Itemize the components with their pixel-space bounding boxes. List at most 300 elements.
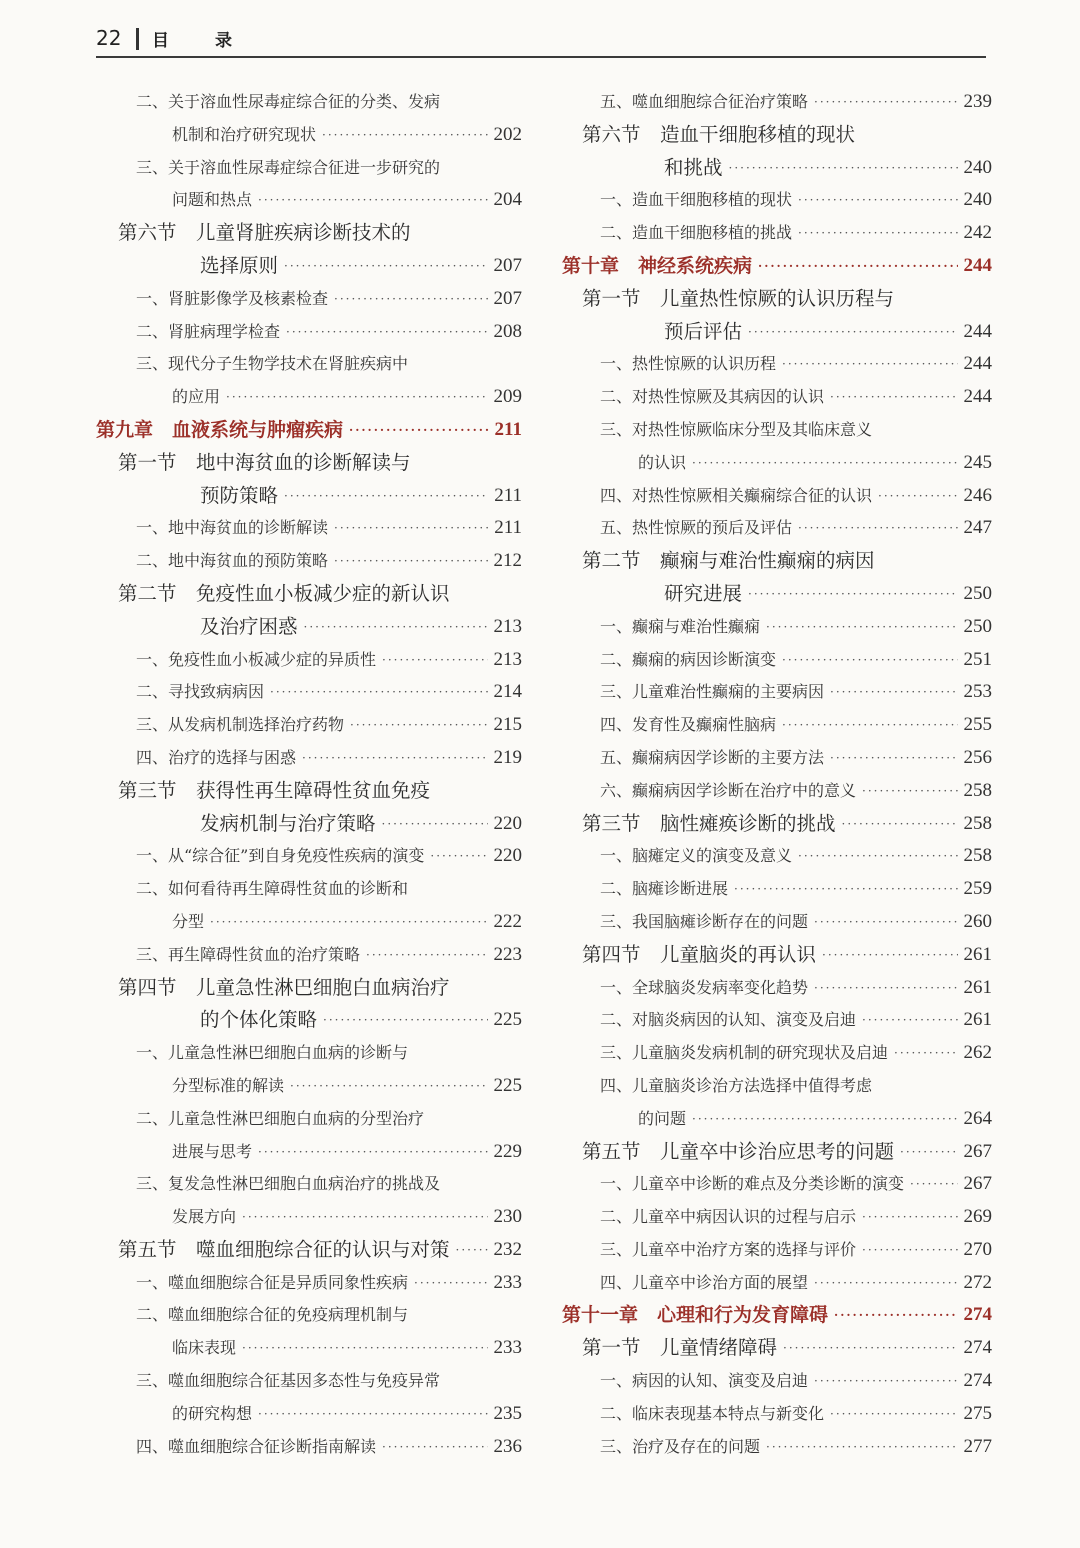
toc-page-number: 233 <box>493 1271 522 1293</box>
toc-page-number: 204 <box>493 189 522 211</box>
toc-page-number: 213 <box>493 615 522 637</box>
dot-leader <box>334 512 488 545</box>
toc-subsection-entry <box>562 1267 992 1300</box>
toc-page-number: 220 <box>493 845 522 867</box>
toc-page-number: 244 <box>963 254 992 276</box>
toc-entry-title: 的个体化策略 <box>200 1008 318 1032</box>
toc-entry-title: 三、对热性惊厥临床分型及其临床意义 <box>600 419 873 439</box>
toc-subsection-entry <box>562 1037 992 1070</box>
toc-subsection-entry <box>562 480 992 513</box>
toc-entry-title: 三、治疗及存在的问题 <box>600 1436 761 1456</box>
toc-page-number: 230 <box>493 1206 522 1228</box>
dot-leader <box>729 152 958 185</box>
toc-page-number: 219 <box>493 746 522 768</box>
dot-leader <box>798 840 957 873</box>
dot-leader <box>798 184 957 217</box>
toc-subsection-entry <box>96 86 522 119</box>
toc-section-entry <box>96 775 522 808</box>
toc-page-number: 277 <box>963 1435 992 1457</box>
dot-leader <box>814 906 957 939</box>
toc-section-entry <box>96 1004 522 1037</box>
toc-section-entry <box>562 283 992 316</box>
toc-subsection-entry <box>96 283 522 316</box>
toc-page-number: 211 <box>494 484 522 506</box>
dot-leader <box>284 250 487 283</box>
dot-leader <box>226 381 487 414</box>
toc-subsection-entry <box>562 1070 992 1103</box>
toc-subsection-entry <box>96 119 522 152</box>
toc-section-entry <box>562 578 992 611</box>
toc-page-number: 208 <box>493 320 522 342</box>
dot-leader <box>862 1201 957 1234</box>
toc-page-number: 240 <box>963 156 992 178</box>
dot-leader <box>814 972 957 1005</box>
toc-page-number: 213 <box>493 648 522 670</box>
toc-entry-title: 四、噬血细胞综合征诊断指南解读 <box>136 1436 377 1456</box>
toc-entry-title: 二、噬血细胞综合征的免疫病理机制与 <box>136 1305 409 1325</box>
toc-page-number: 261 <box>963 943 992 965</box>
toc-entry-title: 第十章 神经系统疾病 <box>562 254 753 277</box>
dot-leader <box>334 545 487 578</box>
toc-page-number: 259 <box>963 878 992 900</box>
toc-entry-title: 和挑战 <box>664 155 723 179</box>
toc-entry-title: 二、对脑炎病因的认知、演变及启迪 <box>600 1010 857 1030</box>
dot-leader <box>782 644 957 677</box>
toc-entry-title: 第三节 获得性再生障碍性贫血免疫 <box>118 778 431 802</box>
toc-page-number: 214 <box>493 681 522 703</box>
toc-entry-title: 四、对热性惊厥相关癫痫综合征的认识 <box>600 485 873 505</box>
toc-section-entry <box>96 578 522 611</box>
toc-section-entry <box>96 250 522 283</box>
toc-entry-title: 一、免疫性血小板减少症的异质性 <box>136 649 377 669</box>
toc-entry-title: 一、病因的认知、演变及启迪 <box>600 1371 809 1391</box>
toc-subsection-entry <box>96 906 522 939</box>
toc-subsection-entry <box>562 644 992 677</box>
dot-leader <box>766 611 957 644</box>
toc-page-number: 207 <box>493 254 522 276</box>
toc-page-number: 258 <box>963 845 992 867</box>
dot-leader <box>414 1267 487 1300</box>
toc-entry-title: 一、热性惊厥的认识历程 <box>600 354 777 374</box>
toc-entry-title: 的应用 <box>172 387 221 407</box>
toc-entry-title: 四、治疗的选择与困惑 <box>136 747 297 767</box>
toc-page-number: 245 <box>963 451 992 473</box>
toc-entry-title: 三、从发病机制选择治疗药物 <box>136 715 345 735</box>
toc-page-number: 264 <box>963 1107 992 1129</box>
toc-subsection-entry <box>96 1103 522 1136</box>
toc-entry-title: 第五节 儿童卒中诊治应思考的问题 <box>582 1139 895 1163</box>
toc-entry-title: 三、我国脑瘫诊断存在的问题 <box>600 911 809 931</box>
toc-subsection-entry <box>562 709 992 742</box>
dot-leader <box>814 1365 957 1398</box>
dot-leader <box>430 840 487 873</box>
toc-column-left <box>96 86 522 1463</box>
toc-page-number: 244 <box>963 353 992 375</box>
toc-page-number: 220 <box>493 812 522 834</box>
toc-page-number: 232 <box>493 1238 522 1260</box>
toc-page-number: 274 <box>963 1304 992 1326</box>
toc-subsection-entry <box>562 381 992 414</box>
toc-chapter-entry <box>562 250 992 283</box>
dot-leader <box>830 1398 957 1431</box>
toc-subsection-entry <box>562 348 992 381</box>
toc-subsection-entry <box>562 1398 992 1431</box>
toc-page-number: 244 <box>963 386 992 408</box>
toc-entry-title: 第九章 血液系统与肿瘤疾病 <box>96 418 344 441</box>
toc-entry-title: 的研究构想 <box>172 1403 253 1423</box>
toc-entry-title: 一、儿童卒中诊断的难点及分类诊断的演变 <box>600 1174 905 1194</box>
toc-entry-title: 五、热性惊厥的预后及评估 <box>600 518 793 538</box>
toc-section-entry <box>562 316 992 349</box>
toc-subsection-entry <box>96 1365 522 1398</box>
toc-page-number: 270 <box>963 1238 992 1260</box>
toc-entry-title: 二、造血干细胞移植的挑战 <box>600 223 793 243</box>
toc-subsection-entry <box>562 873 992 906</box>
toc-page-number: 215 <box>493 714 522 736</box>
toc-entry-title: 一、儿童急性淋巴细胞白血病的诊断与 <box>136 1043 409 1063</box>
toc-page-number: 233 <box>493 1337 522 1359</box>
toc-entry-title: 的问题 <box>638 1108 687 1128</box>
toc-section-entry <box>96 972 522 1005</box>
dot-leader <box>814 86 957 119</box>
toc-entry-title: 三、现代分子生物学技术在肾脏疾病中 <box>136 354 409 374</box>
dot-leader <box>382 644 487 677</box>
toc-entry-title: 二、临床表现基本特点与新变化 <box>600 1403 825 1423</box>
toc-entry-title: 一、全球脑炎发病率变化趋势 <box>600 977 809 997</box>
toc-subsection-entry <box>562 775 992 808</box>
toc-subsection-entry <box>562 972 992 1005</box>
toc-subsection-entry <box>562 1201 992 1234</box>
toc-subsection-entry <box>96 840 522 873</box>
toc-subsection-entry <box>562 676 992 709</box>
dot-leader <box>270 676 487 709</box>
page-number: 22 <box>96 26 122 50</box>
toc-entry-title: 二、寻找致病病因 <box>136 682 265 702</box>
toc-subsection-entry <box>562 611 992 644</box>
toc-subsection-entry <box>96 152 522 185</box>
toc-page-number: 267 <box>963 1173 992 1195</box>
toc-subsection-entry <box>96 1070 522 1103</box>
dot-leader <box>798 512 957 545</box>
toc-subsection-entry <box>562 1234 992 1267</box>
dot-leader <box>910 1168 957 1201</box>
toc-subsection-entry <box>562 1103 992 1136</box>
toc-page-number: 255 <box>963 714 992 736</box>
toc-entry-title: 五、癫痫病因学诊断的主要方法 <box>600 747 825 767</box>
toc-subsection-entry <box>96 1299 522 1332</box>
toc-entry-title: 机制和治疗研究现状 <box>172 124 317 144</box>
toc-subsection-entry <box>562 1365 992 1398</box>
toc-entry-title: 二、脑瘫诊断进展 <box>600 879 729 899</box>
toc-page-number: 260 <box>963 910 992 932</box>
toc-subsection-entry <box>96 1168 522 1201</box>
toc-page-number: 258 <box>963 779 992 801</box>
toc-section-entry <box>96 217 522 250</box>
dot-leader <box>692 1103 957 1136</box>
dot-leader <box>322 119 487 152</box>
toc-subsection-entry <box>96 316 522 349</box>
toc-entry-title: 研究进展 <box>664 581 743 605</box>
dot-leader <box>692 447 957 480</box>
toc-section-entry <box>96 480 522 513</box>
toc-subsection-entry <box>562 447 992 480</box>
dot-leader <box>284 480 488 513</box>
toc-subsection-entry <box>562 742 992 775</box>
toc-subsection-entry <box>96 1332 522 1365</box>
toc-page-number: 274 <box>963 1370 992 1392</box>
toc-subsection-entry <box>96 709 522 742</box>
dot-leader <box>286 316 487 349</box>
toc-entry-title: 选择原则 <box>200 253 279 277</box>
toc-entry-title: 第六节 造血干细胞移植的现状 <box>582 122 856 146</box>
toc-page-number: 212 <box>493 550 522 572</box>
dot-leader <box>748 578 957 611</box>
dot-leader <box>798 217 957 250</box>
toc-subsection-entry <box>562 184 992 217</box>
toc-entry-title: 第四节 儿童急性淋巴细胞白血病治疗 <box>118 975 450 999</box>
dot-leader <box>842 808 958 841</box>
toc-page-number: 225 <box>493 1009 522 1031</box>
dot-leader <box>302 742 487 775</box>
toc-page-number: 250 <box>963 615 992 637</box>
toc-page-number: 262 <box>963 1042 992 1064</box>
dot-leader <box>782 348 957 381</box>
toc-page-number: 261 <box>963 976 992 998</box>
toc-entry-title: 第六节 儿童肾脏疾病诊断技术的 <box>118 221 411 245</box>
toc-section-entry <box>562 1332 992 1365</box>
toc-page-number: 225 <box>493 1074 522 1096</box>
toc-entry-title: 分型 <box>172 911 205 931</box>
toc-entry-title: 第二节 癫痫与难治性癫痫的病因 <box>582 549 875 573</box>
toc-subsection-entry <box>96 1398 522 1431</box>
dot-leader <box>878 480 957 513</box>
toc-entry-title: 三、儿童难治性癫痫的主要病因 <box>600 682 825 702</box>
toc-page-number: 256 <box>963 746 992 768</box>
toc-page-number: 207 <box>493 287 522 309</box>
toc-entry-title: 发病机制与治疗策略 <box>200 811 376 835</box>
toc-section-entry <box>562 939 992 972</box>
toc-page-number: 211 <box>494 418 522 440</box>
dot-leader <box>290 1070 487 1103</box>
toc-subsection-entry <box>562 1431 992 1464</box>
toc-subsection-entry <box>96 1037 522 1070</box>
dot-leader <box>382 808 488 841</box>
toc-page-number: 251 <box>963 648 992 670</box>
toc-section-entry <box>562 545 992 578</box>
toc-entry-title: 五、噬血细胞综合征治疗策略 <box>600 92 809 111</box>
toc-entry-title: 及治疗困惑 <box>200 614 298 638</box>
dot-leader <box>830 676 957 709</box>
toc-page-number: 211 <box>494 517 522 539</box>
dot-leader <box>758 250 957 283</box>
toc-entry-title: 预防策略 <box>200 483 279 507</box>
toc-page-number: 253 <box>963 681 992 703</box>
toc-section-entry <box>96 808 522 841</box>
running-title: 目录 <box>152 31 278 51</box>
toc-page-number: 272 <box>963 1271 992 1293</box>
dot-leader <box>862 1234 957 1267</box>
toc-entry-title: 二、关于溶血性尿毒症综合征的分类、发病 <box>136 92 441 111</box>
toc-subsection-entry <box>96 184 522 217</box>
toc-entry-title: 一、脑瘫定义的演变及意义 <box>600 846 793 866</box>
toc-entry-title: 二、儿童卒中病因认识的过程与启示 <box>600 1207 857 1227</box>
toc-entry-title: 四、儿童脑炎诊治方法选择中值得考虑 <box>600 1075 873 1095</box>
dot-leader <box>242 1332 487 1365</box>
toc-entry-title: 第五节 噬血细胞综合征的认识与对策 <box>118 1237 450 1261</box>
toc-page-number: 261 <box>963 1009 992 1031</box>
toc-entry-title: 第十一章 心理和行为发育障碍 <box>562 1304 829 1327</box>
dot-leader <box>334 283 487 316</box>
toc-subsection-entry <box>562 1004 992 1037</box>
toc-entry-title: 三、关于溶血性尿毒症综合征进一步研究的 <box>136 157 441 177</box>
toc-entry-title: 第一节 地中海贫血的诊断解读与 <box>118 450 411 474</box>
toc-entry-title: 第四节 儿童脑炎的再认识 <box>582 942 817 966</box>
toc-entry-title: 一、地中海贫血的诊断解读 <box>136 518 329 538</box>
toc-page-number: 247 <box>963 517 992 539</box>
toc-subsection-entry <box>96 742 522 775</box>
dot-leader <box>304 611 488 644</box>
dot-leader <box>748 316 957 349</box>
dot-leader <box>862 1004 957 1037</box>
dot-leader <box>258 1398 487 1431</box>
toc-column-right <box>562 86 992 1463</box>
dot-leader <box>382 1431 487 1464</box>
toc-entry-title: 六、癫痫病因学诊断在治疗中的意义 <box>600 780 857 800</box>
toc-entry-title: 三、复发急性淋巴细胞白血病治疗的挑战及 <box>136 1174 441 1194</box>
dot-leader <box>734 873 957 906</box>
toc-section-entry <box>562 1136 992 1169</box>
dot-leader <box>349 414 489 447</box>
toc-entry-title: 预后评估 <box>664 319 743 343</box>
toc-page-number: 235 <box>493 1402 522 1424</box>
toc-chapter-entry <box>562 1299 992 1332</box>
toc-subsection-entry <box>96 644 522 677</box>
toc-page-number: 267 <box>963 1140 992 1162</box>
dot-leader <box>258 1136 487 1169</box>
toc-page-number: 246 <box>963 484 992 506</box>
toc-section-entry <box>562 119 992 152</box>
toc-page-number: 269 <box>963 1206 992 1228</box>
toc-subsection-entry <box>96 381 522 414</box>
toc-entry-title: 一、从“综合征”到自身免疫性疾病的演变 <box>136 846 425 866</box>
toc-entry-title: 二、对热性惊厥及其病因的认识 <box>600 387 825 407</box>
toc-page-number: 239 <box>963 91 992 112</box>
toc-entry-title: 三、儿童卒中治疗方案的选择与评价 <box>600 1239 857 1259</box>
dot-leader <box>894 1037 957 1070</box>
dot-leader <box>210 906 487 939</box>
toc-page-number: 223 <box>493 943 522 965</box>
toc-section-entry <box>562 152 992 185</box>
toc-page-number: 229 <box>493 1140 522 1162</box>
dot-leader <box>366 939 487 972</box>
toc-subsection-entry <box>96 939 522 972</box>
toc-subsection-entry <box>562 414 992 447</box>
toc-page-number: 242 <box>963 222 992 244</box>
toc-entry-title: 二、儿童急性淋巴细胞白血病的分型治疗 <box>136 1108 425 1128</box>
toc-section-entry <box>96 611 522 644</box>
toc-chapter-entry <box>96 414 522 447</box>
toc-entry-title: 进展与思考 <box>172 1141 253 1161</box>
toc-section-entry <box>562 808 992 841</box>
toc-entry-title: 第一节 儿童情绪障碍 <box>582 1336 778 1360</box>
toc-subsection-entry <box>562 1168 992 1201</box>
toc-entry-title: 一、癫痫与难治性癫痫 <box>600 616 761 636</box>
toc-subsection-entry <box>96 873 522 906</box>
toc-page-number: 244 <box>963 320 992 342</box>
toc-subsection-entry <box>562 906 992 939</box>
toc-entry-title: 三、儿童脑炎发病机制的研究现状及启迪 <box>600 1043 889 1063</box>
toc-subsection-entry <box>96 512 522 545</box>
dot-leader <box>822 939 957 972</box>
toc-entry-title: 二、癫痫的病因诊断演变 <box>600 649 777 669</box>
toc-entry-title: 四、发育性及癫痫性脑病 <box>600 715 777 735</box>
toc-page-number: 258 <box>963 812 992 834</box>
dot-leader <box>783 1332 957 1365</box>
toc-page-number: 209 <box>493 386 522 408</box>
dot-leader <box>766 1431 957 1464</box>
dot-leader <box>830 381 957 414</box>
toc-entry-title: 发展方向 <box>172 1207 237 1227</box>
dot-leader <box>900 1136 957 1169</box>
toc-entry-title: 一、造血干细胞移植的现状 <box>600 190 793 210</box>
toc-subsection-entry <box>562 217 992 250</box>
toc-subsection-entry <box>96 545 522 578</box>
toc-entry-title: 第一节 儿童热性惊厥的认识历程与 <box>582 286 895 310</box>
dot-leader <box>323 1004 487 1037</box>
toc-entry-title: 一、肾脏影像学及核素检查 <box>136 288 329 308</box>
toc-entry-title: 问题和热点 <box>172 190 253 210</box>
dot-leader <box>814 1267 957 1300</box>
toc-entry-title: 二、肾脏病理学检查 <box>136 321 281 341</box>
toc-entry-title: 的认识 <box>638 452 687 472</box>
dot-leader <box>834 1299 957 1332</box>
dot-leader <box>862 775 957 808</box>
toc-entry-title: 二、地中海贫血的预防策略 <box>136 551 329 571</box>
toc-entry-title: 四、儿童卒中诊治方面的展望 <box>600 1272 809 1292</box>
dot-leader <box>258 184 487 217</box>
toc-subsection-entry <box>96 348 522 381</box>
toc-entry-title: 二、如何看待再生障碍性贫血的诊断和 <box>136 879 409 899</box>
toc-page-number: 274 <box>963 1337 992 1359</box>
toc-subsection-entry <box>96 1201 522 1234</box>
toc-page-number: 202 <box>493 123 522 145</box>
toc-subsection-entry <box>562 512 992 545</box>
toc-entry-title: 第三节 脑性瘫痪诊断的挑战 <box>582 811 836 835</box>
toc-subsection-entry <box>562 86 992 119</box>
toc-entry-title: 一、噬血细胞综合征是异质同象性疾病 <box>136 1272 409 1292</box>
header-divider <box>136 28 139 50</box>
toc-page-number: 250 <box>963 582 992 604</box>
toc-subsection-entry <box>562 840 992 873</box>
toc-section-entry <box>96 1234 522 1267</box>
toc-subsection-entry <box>96 1136 522 1169</box>
dot-leader <box>242 1201 487 1234</box>
toc-page-number: 240 <box>963 189 992 211</box>
toc-page-number: 222 <box>493 910 522 932</box>
toc-subsection-entry <box>96 1267 522 1300</box>
dot-leader <box>350 709 487 742</box>
toc-entry-title: 临床表现 <box>172 1338 237 1358</box>
toc-subsection-entry <box>96 1431 522 1464</box>
toc-entry-title: 分型标准的解读 <box>172 1075 285 1095</box>
dot-leader <box>456 1234 488 1267</box>
toc-page-number: 236 <box>493 1435 522 1457</box>
page-header <box>96 22 986 58</box>
toc-entry-title: 第二节 免疫性血小板减少症的新认识 <box>118 581 450 605</box>
toc-subsection-entry <box>96 676 522 709</box>
dot-leader <box>782 709 957 742</box>
toc-page-number: 275 <box>963 1402 992 1424</box>
